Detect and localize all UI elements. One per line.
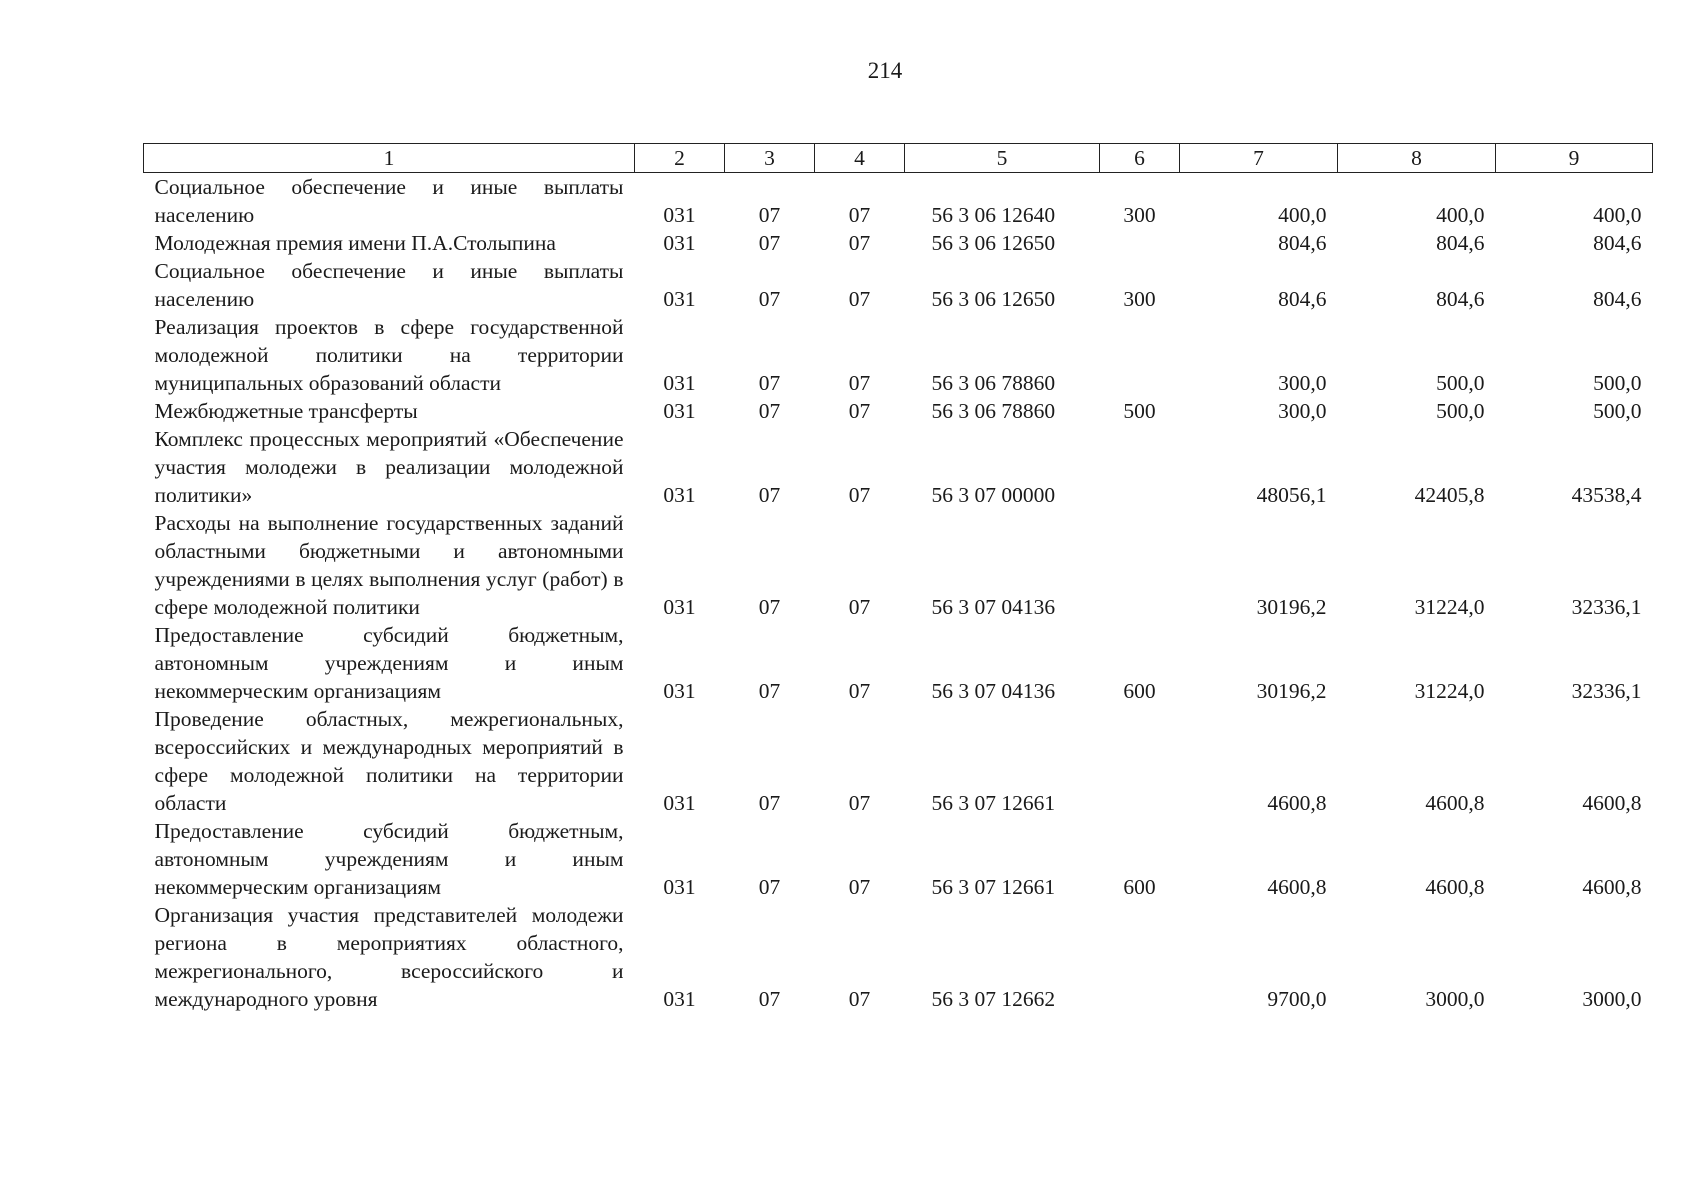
cell-admin-code: 031: [663, 595, 696, 619]
table-row: [144, 509, 1653, 621]
cell-admin-code: 031: [663, 203, 696, 227]
cell-amount-9: 4600,8: [1582, 875, 1642, 899]
table-row: [144, 425, 1653, 509]
cell-amount-9: 32336,1: [1571, 679, 1642, 703]
row-name: Проведение областных, межрегиональных, всероссийских и международных мероприятий в сфере молодежной политики на территории области: [154, 707, 624, 815]
cell-amount-8: 31224,0: [1414, 679, 1485, 703]
cell-amount-7: 4600,8: [1267, 791, 1327, 815]
table-row: [144, 397, 1653, 425]
column-header: 7: [1180, 144, 1338, 173]
table-row: [144, 901, 1653, 1013]
row-name: Социальное обеспечение и иные выплаты населению: [154, 175, 624, 227]
cell-admin-code: 031: [663, 231, 696, 255]
page-number: 214: [867, 58, 903, 83]
cell-target-article: 56 3 06 78860: [931, 399, 1056, 423]
cell-amount-8: 804,6: [1436, 231, 1485, 255]
cell-admin-code: 031: [663, 483, 696, 507]
cell-amount-7: 300,0: [1278, 399, 1327, 423]
row-name: Межбюджетные трансферты: [154, 399, 418, 423]
cell-subsection: 07: [848, 987, 871, 1011]
cell-subsection: 07: [848, 371, 871, 395]
cell-admin-code: 031: [663, 679, 696, 703]
row-name: Организация участия представителей молодежи региона в мероприятиях областного, межрегионального, всероссийского и международного уровня: [154, 903, 624, 1011]
budget-table: [143, 143, 1653, 1013]
row-name: Расходы на выполнение государственных заданий областными бюджетными и автономными учреждениями в целях выполнения услуг (работ) в сфере молодежной политики: [154, 511, 624, 619]
table-row: [144, 229, 1653, 257]
cell-section: 07: [758, 987, 781, 1011]
cell-amount-9: 804,6: [1593, 231, 1642, 255]
cell-section: 07: [758, 875, 781, 899]
cell-amount-9: 400,0: [1593, 203, 1642, 227]
cell-subsection: 07: [848, 791, 871, 815]
cell-amount-7: 9700,0: [1267, 987, 1327, 1011]
table-row: [144, 705, 1653, 817]
cell-expense-type: 500: [1123, 399, 1156, 423]
table-row: [144, 173, 1653, 230]
cell-section: 07: [758, 791, 781, 815]
cell-amount-9: 3000,0: [1582, 987, 1642, 1011]
cell-subsection: 07: [848, 203, 871, 227]
table-row: [144, 621, 1653, 705]
table-row: [144, 257, 1653, 313]
row-name: Предоставление субсидий бюджетным, автономным учреждениям и иным некоммерческим организациям: [154, 623, 624, 703]
cell-amount-7: 4600,8: [1267, 875, 1327, 899]
cell-expense-type: [1100, 313, 1180, 397]
cell-section: 07: [758, 679, 781, 703]
cell-target-article: 56 3 06 12650: [931, 287, 1056, 311]
cell-amount-9: 500,0: [1593, 399, 1642, 423]
column-header: 5: [905, 144, 1100, 173]
cell-amount-7: 804,6: [1278, 287, 1327, 311]
table-row: [144, 313, 1653, 397]
column-header: 8: [1338, 144, 1496, 173]
cell-expense-type: [1100, 901, 1180, 1013]
cell-subsection: 07: [848, 231, 871, 255]
cell-amount-8: 804,6: [1436, 287, 1485, 311]
column-header: 1: [144, 144, 635, 173]
cell-subsection: 07: [848, 287, 871, 311]
column-header: 4: [815, 144, 905, 173]
cell-amount-8: 500,0: [1436, 371, 1485, 395]
row-name: Комплекс процессных мероприятий «Обеспечение участия молодежи в реализации молодежной политики»: [154, 427, 624, 507]
cell-amount-7: 400,0: [1278, 203, 1327, 227]
cell-admin-code: 031: [663, 371, 696, 395]
cell-amount-9: 32336,1: [1571, 595, 1642, 619]
cell-amount-7: 30196,2: [1256, 679, 1327, 703]
cell-expense-type: [1100, 229, 1180, 257]
column-header: 2: [635, 144, 725, 173]
cell-admin-code: 031: [663, 875, 696, 899]
cell-subsection: 07: [848, 875, 871, 899]
cell-expense-type: 600: [1123, 875, 1156, 899]
cell-amount-8: 3000,0: [1425, 987, 1485, 1011]
cell-admin-code: 031: [663, 399, 696, 423]
table-row: [144, 817, 1653, 901]
cell-expense-type: 600: [1123, 679, 1156, 703]
cell-amount-9: 500,0: [1593, 371, 1642, 395]
cell-amount-8: 500,0: [1436, 399, 1485, 423]
row-name: Предоставление субсидий бюджетным, автономным учреждениям и иным некоммерческим организациям: [154, 819, 624, 899]
column-header: 6: [1100, 144, 1180, 173]
cell-amount-7: 30196,2: [1256, 595, 1327, 619]
cell-subsection: 07: [848, 595, 871, 619]
cell-section: 07: [758, 399, 781, 423]
cell-amount-9: 4600,8: [1582, 791, 1642, 815]
cell-amount-8: 4600,8: [1425, 875, 1485, 899]
cell-subsection: 07: [848, 399, 871, 423]
row-name: Реализация проектов в сфере государственной молодежной политики на территории муниципальных образований области: [154, 315, 624, 395]
cell-section: 07: [758, 287, 781, 311]
cell-section: 07: [758, 231, 781, 255]
cell-target-article: 56 3 07 12661: [931, 791, 1056, 815]
cell-subsection: 07: [848, 483, 871, 507]
cell-target-article: 56 3 06 12640: [931, 203, 1056, 227]
cell-target-article: 56 3 07 12661: [931, 875, 1056, 899]
cell-amount-7: 300,0: [1278, 371, 1327, 395]
row-name: Социальное обеспечение и иные выплаты населению: [154, 259, 624, 311]
cell-target-article: 56 3 07 04136: [931, 679, 1056, 703]
cell-target-article: 56 3 06 78860: [931, 371, 1056, 395]
cell-amount-7: 804,6: [1278, 231, 1327, 255]
cell-expense-type: [1100, 425, 1180, 509]
cell-target-article: 56 3 06 12650: [931, 231, 1056, 255]
cell-section: 07: [758, 595, 781, 619]
cell-amount-8: 4600,8: [1425, 791, 1485, 815]
cell-target-article: 56 3 07 12662: [931, 987, 1056, 1011]
cell-admin-code: 031: [663, 987, 696, 1011]
cell-amount-8: 400,0: [1436, 203, 1485, 227]
cell-target-article: 56 3 07 04136: [931, 595, 1056, 619]
column-header: 9: [1496, 144, 1653, 173]
cell-expense-type: [1100, 509, 1180, 621]
cell-expense-type: 300: [1123, 287, 1156, 311]
cell-expense-type: 300: [1123, 203, 1156, 227]
cell-amount-8: 42405,8: [1414, 483, 1485, 507]
cell-admin-code: 031: [663, 791, 696, 815]
column-header: 3: [725, 144, 815, 173]
row-name: Молодежная премия имени П.А.Столыпина: [154, 231, 556, 255]
cell-amount-7: 48056,1: [1256, 483, 1327, 507]
cell-expense-type: [1100, 705, 1180, 817]
cell-section: 07: [758, 483, 781, 507]
cell-admin-code: 031: [663, 287, 696, 311]
cell-amount-8: 31224,0: [1414, 595, 1485, 619]
cell-section: 07: [758, 371, 781, 395]
table-header-row: [144, 144, 1653, 173]
cell-target-article: 56 3 07 00000: [931, 483, 1056, 507]
cell-section: 07: [758, 203, 781, 227]
cell-subsection: 07: [848, 679, 871, 703]
cell-amount-9: 804,6: [1593, 287, 1642, 311]
cell-amount-9: 43538,4: [1571, 483, 1642, 507]
